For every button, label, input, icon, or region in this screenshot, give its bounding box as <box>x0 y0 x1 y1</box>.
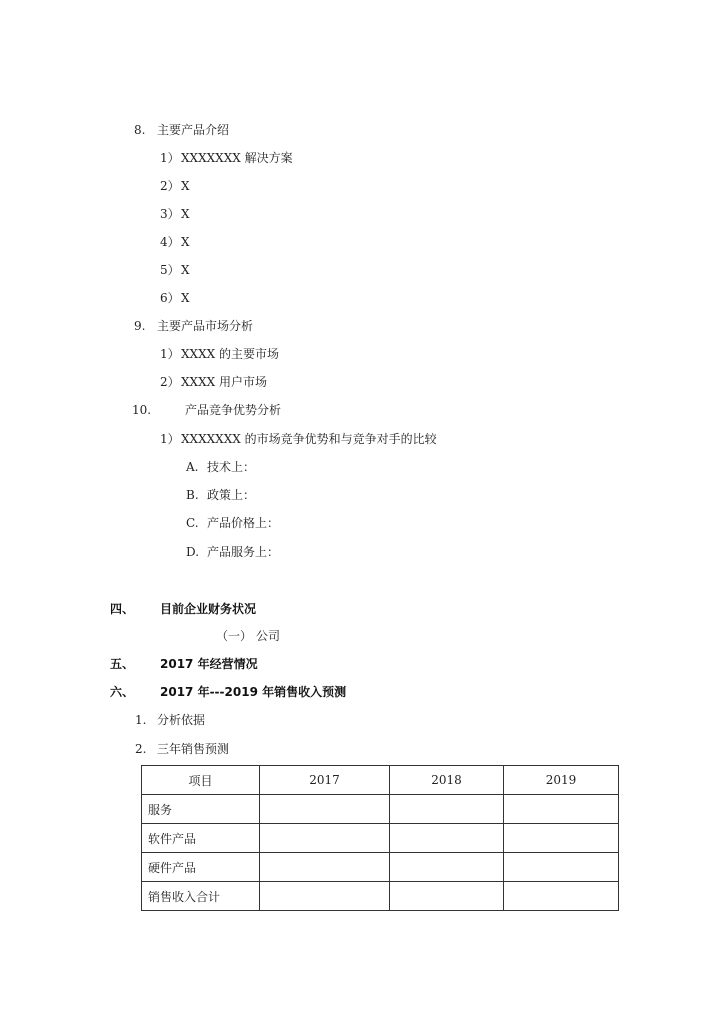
cell <box>260 795 390 824</box>
item-number: 1） <box>160 347 180 361</box>
item-text: 2017 年经营情况 <box>160 657 258 671</box>
cell <box>504 795 619 824</box>
sales-forecast-table <box>141 765 619 911</box>
item-number: C. <box>186 516 199 530</box>
item-number: 4） <box>160 235 180 249</box>
cell <box>390 795 504 824</box>
item-number: 1. <box>135 713 147 727</box>
item-number: 5） <box>160 263 180 277</box>
item-text: X <box>181 207 190 221</box>
header-cell: 2019 <box>504 766 619 795</box>
item-number: 六、 <box>110 685 135 699</box>
table-row <box>142 824 619 853</box>
cell <box>390 882 504 911</box>
row-label: 硬件产品 <box>142 853 260 882</box>
cell <box>504 853 619 882</box>
item-number: 2） <box>160 375 180 389</box>
item-number: 8. <box>134 123 146 137</box>
item-text: 主要产品介绍 <box>157 123 230 137</box>
cell <box>260 853 390 882</box>
item-text: 2017 年---2019 年销售收入预测 <box>160 685 347 699</box>
item-text: XXXXXXX 的市场竞争优势和与竞争对手的比较 <box>181 432 437 446</box>
item-text: 目前企业财务状况 <box>160 602 257 616</box>
item-number: 四、 <box>110 602 135 616</box>
cell <box>390 824 504 853</box>
item-text: 产品服务上： <box>207 545 280 559</box>
item-text: X <box>181 235 190 249</box>
item-text: 技术上： <box>207 460 256 474</box>
item-number: 1） <box>160 432 180 446</box>
cell <box>504 824 619 853</box>
item-text: 政策上： <box>207 488 256 502</box>
item-number: B. <box>186 488 199 502</box>
table-header-row <box>142 766 619 795</box>
item-number: （一） <box>216 629 253 643</box>
cell <box>504 882 619 911</box>
item-number: 2. <box>135 742 147 756</box>
item-text: 产品竞争优势分析 <box>185 403 282 417</box>
table-row <box>142 882 619 911</box>
table-row <box>142 853 619 882</box>
item-number: 9. <box>134 319 146 333</box>
header-cell: 2017 <box>260 766 390 795</box>
table-row <box>142 795 619 824</box>
item-text: X <box>181 291 190 305</box>
item-text: 产品价格上： <box>207 516 280 530</box>
item-text: XXXX 用户市场 <box>181 375 267 389</box>
cell <box>260 882 390 911</box>
item-text: 三年销售预测 <box>157 742 230 756</box>
item-text: 分析依据 <box>157 713 206 727</box>
item-text: 公司 <box>256 629 281 643</box>
item-number: D. <box>186 545 200 559</box>
cell <box>260 824 390 853</box>
item-number: 1） <box>160 151 180 165</box>
row-label: 销售收入合计 <box>142 882 260 911</box>
header-cell: 2018 <box>390 766 504 795</box>
item-number: 3） <box>160 207 180 221</box>
item-text: X <box>181 263 190 277</box>
item-text: XXXX 的主要市场 <box>181 347 279 361</box>
item-text: X <box>181 179 190 193</box>
item-number: 6） <box>160 291 180 305</box>
row-label: 软件产品 <box>142 824 260 853</box>
cell <box>390 853 504 882</box>
item-text: XXXXXXX 解决方案 <box>181 151 293 165</box>
item-number: 五、 <box>110 657 135 671</box>
item-text: 主要产品市场分析 <box>157 319 254 333</box>
row-label: 服务 <box>142 795 260 824</box>
item-number: A. <box>186 460 199 474</box>
header-cell: 项目 <box>142 766 260 795</box>
item-number: 10. <box>132 403 152 417</box>
item-number: 2） <box>160 179 180 193</box>
